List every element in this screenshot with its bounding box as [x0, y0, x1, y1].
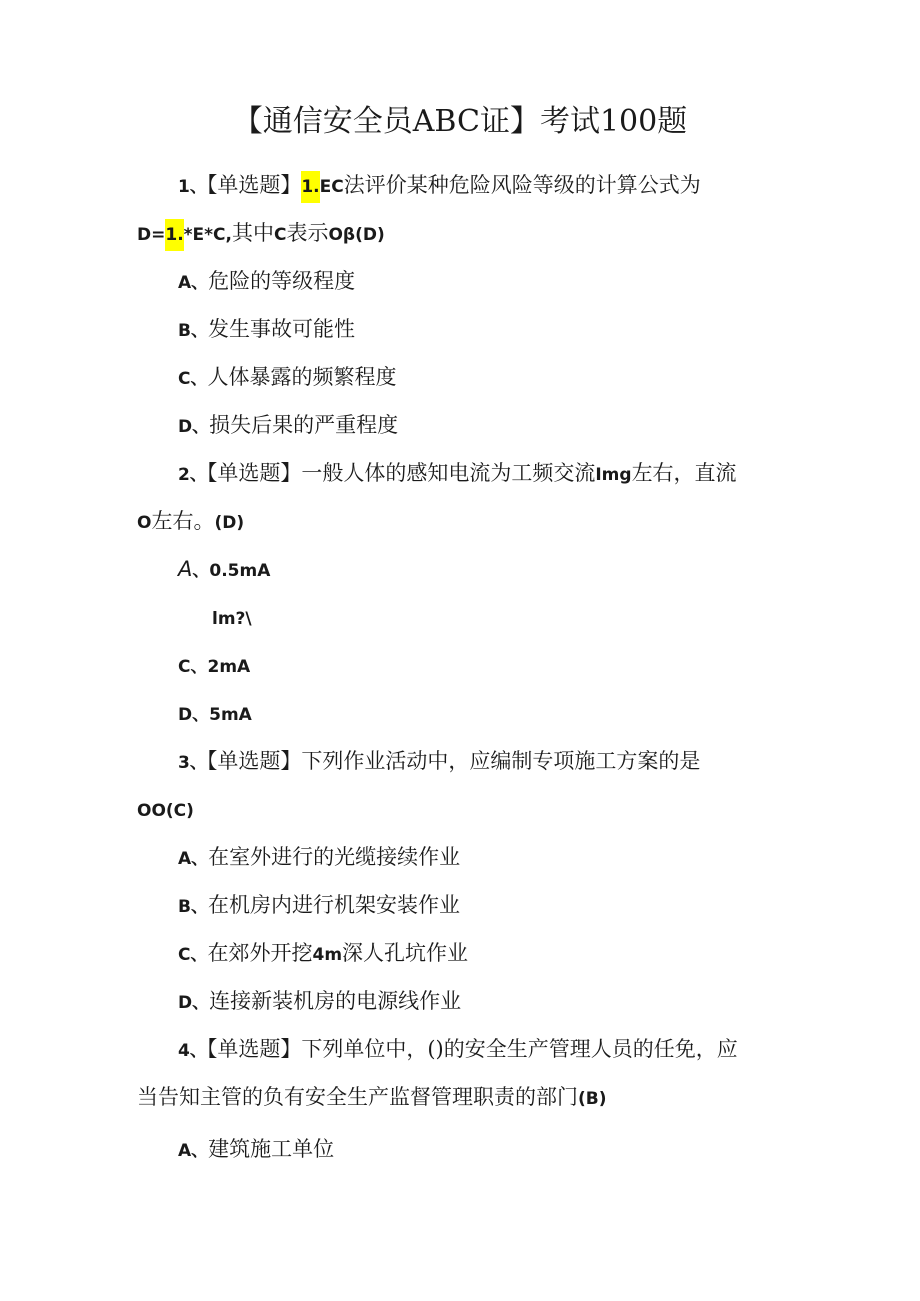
blank-mark: O [137, 513, 152, 533]
option-text: 损失后果的严重程度 [209, 413, 399, 437]
option-separator: 、 [192, 561, 210, 581]
option-letter: A、 [178, 849, 209, 869]
formula-start: D= [137, 225, 166, 245]
highlight-mark: 1. [301, 171, 319, 203]
option-d [178, 698, 252, 730]
question-type: 【单选题】 [206, 1037, 302, 1061]
option-text: 在郊外开挖 [207, 941, 313, 965]
answer-key: (B) [578, 1089, 607, 1109]
question-2-line-2 [137, 506, 244, 538]
option-d [178, 986, 461, 1018]
question-text: 左右。 [151, 509, 215, 533]
question-3-line-1 [178, 746, 700, 778]
option-letter: B、 [178, 321, 208, 341]
option-letter: A、 [178, 1141, 209, 1161]
question-number: 4、 [178, 1041, 207, 1061]
option-letter: C、 [178, 945, 208, 965]
option-a [178, 554, 270, 586]
method-code: EC [319, 177, 344, 197]
depth-value: 4m [312, 945, 343, 965]
option-text: lm?\ [212, 609, 252, 629]
option-c [178, 938, 468, 970]
option-text: 0.5mA [209, 561, 271, 581]
option-a [178, 842, 460, 874]
question-text: 下列单位中，()的安全生产管理人员的任免，应 [301, 1037, 738, 1061]
option-text: 2mA [207, 657, 251, 677]
option-letter: C、 [178, 369, 208, 389]
question-4-line-1 [178, 1034, 738, 1066]
option-b [212, 602, 252, 634]
option-letter: D、 [178, 705, 210, 725]
question-text: 法评价某种危险风险等级的计算公式为 [343, 173, 701, 197]
option-letter: A [178, 557, 193, 581]
option-a [178, 1134, 334, 1166]
question-text: 表示 [286, 221, 329, 245]
option-text: 建筑施工单位 [208, 1137, 335, 1161]
option-text: 连接新装机房的电源线作业 [209, 989, 462, 1013]
option-text: 在机房内进行机架安装作业 [207, 893, 460, 917]
option-letter: C、 [178, 657, 208, 677]
question-type: 【单选题】 [206, 173, 302, 197]
question-4-line-2 [137, 1082, 607, 1114]
option-letter: A、 [178, 273, 209, 293]
answer-key: (D) [214, 513, 245, 533]
highlight-mark: 1. [165, 219, 183, 251]
option-letter: D、 [178, 993, 210, 1013]
option-text: 5mA [209, 705, 252, 725]
option-text: 发生事故可能性 [207, 317, 355, 341]
option-a [178, 266, 355, 298]
option-c [178, 650, 250, 682]
question-text: 一般人体的感知电流为工频交流 [301, 461, 596, 485]
unit-text: Img [595, 465, 632, 485]
document-title: 【通信安全员ABC证】考试100题 [232, 104, 688, 139]
option-text: 深人孔坑作业 [342, 941, 469, 965]
question-2-line-1 [178, 458, 737, 490]
question-1-line-1 [178, 170, 701, 202]
option-letter: D、 [178, 417, 210, 437]
option-text: 危险的等级程度 [208, 269, 356, 293]
option-b [178, 314, 355, 346]
formula-rest: *E*C, [183, 225, 232, 245]
question-number: 3、 [178, 753, 207, 773]
question-text: 下列作业活动中，应编制专项施工方案的是 [301, 749, 701, 773]
variable-c: C [273, 225, 287, 245]
answer-key: OO(C) [137, 801, 194, 821]
question-type: 【单选题】 [206, 749, 302, 773]
question-1-line-2 [137, 218, 385, 250]
option-b [178, 890, 460, 922]
question-text: 当告知主管的负有安全生产监督管理职责的部门 [137, 1085, 578, 1109]
question-number: 2、 [178, 465, 207, 485]
question-text: 其中 [231, 221, 274, 245]
question-type: 【单选题】 [206, 461, 302, 485]
answer-key: Oβ(D) [328, 225, 385, 245]
option-c [178, 362, 396, 394]
option-d [178, 410, 398, 442]
question-3-line-2 [137, 794, 194, 826]
question-text: 左右，直流 [631, 461, 737, 485]
question-number: 1、 [178, 177, 207, 197]
option-text: 人体暴露的频繁程度 [207, 365, 397, 389]
option-letter: B、 [178, 897, 208, 917]
option-text: 在室外进行的光缆接续作业 [208, 845, 461, 869]
